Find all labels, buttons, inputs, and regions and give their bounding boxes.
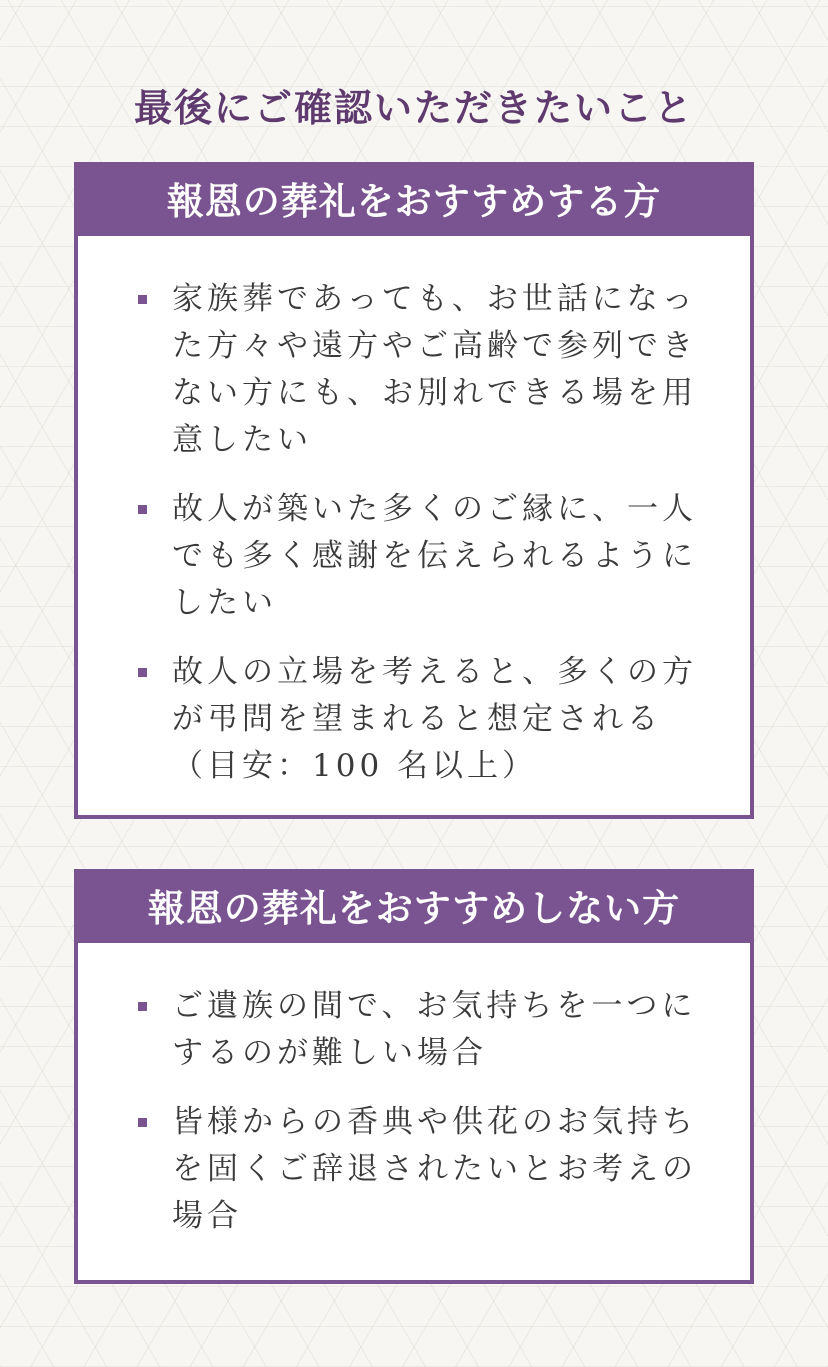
list-item <box>78 1099 750 1240</box>
list-item <box>78 983 750 1077</box>
square-bullet-icon <box>138 668 147 677</box>
square-bullet-icon <box>138 1002 147 1011</box>
list-item <box>78 276 750 464</box>
not-recommended-list <box>78 943 750 1240</box>
not-recommended-heading: 報恩の葬礼をおすすめしない方 <box>78 873 750 943</box>
list-item <box>78 649 750 790</box>
list-item-text: 皆様からの香典や供花のお気持ちを固くご辞退されたいとお考えの場合 <box>172 1104 697 1234</box>
page-title: 最後にご確認いただきたいこと <box>133 85 694 130</box>
list-item-text: 故人が築いた多くのご縁に、一人でも多く感謝を伝えられるようにしたい <box>172 491 697 621</box>
recommended-list <box>78 236 750 790</box>
square-bullet-icon <box>138 505 147 514</box>
square-bullet-icon <box>138 295 147 304</box>
list-item <box>78 486 750 627</box>
list-item-text: 家族葬であっても、お世話になった方々や遠方やご高齢で参列できない方にも、お別れできる場を用意したい <box>172 281 697 458</box>
list-item-text: ご遺族の間で、お気持ちを一つにするのが難しい場合 <box>172 988 697 1071</box>
list-item-text: 故人の立場を考えると、多くの方が弔問を望まれると想定される（目安：100 名以上） <box>172 654 697 784</box>
recommended-card <box>74 162 754 819</box>
not-recommended-card <box>74 869 754 1284</box>
recommended-heading: 報恩の葬礼をおすすめする方 <box>78 166 750 236</box>
square-bullet-icon <box>138 1118 147 1127</box>
